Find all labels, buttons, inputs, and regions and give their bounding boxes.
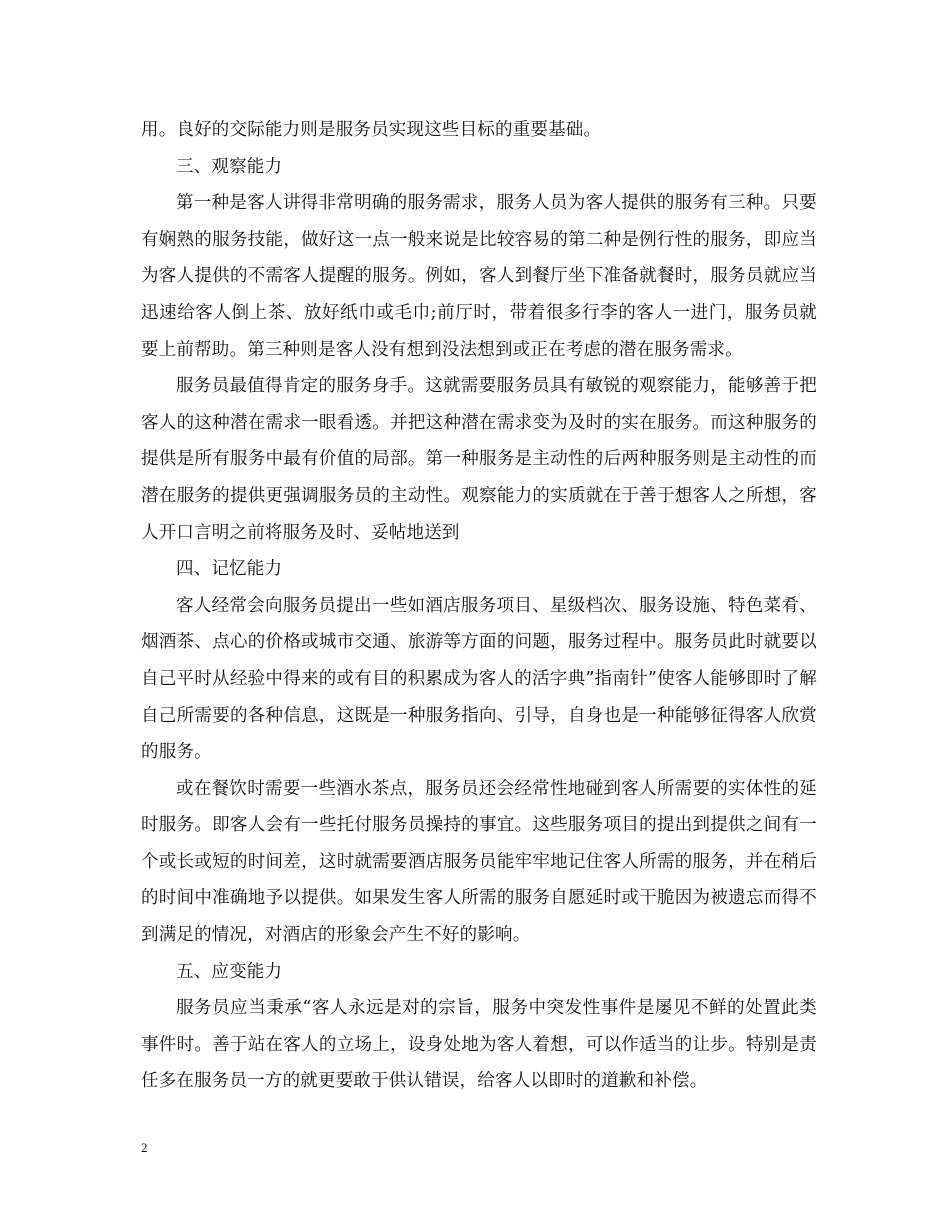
paragraph: 或在餐饮时需要一些酒水茶点，服务员还会经常性地碰到客人所需要的实体性的延时服务。即客人会有一些托付服务员操持的事宜。这些服务项目的提出到提供之间有一个或长或短的时间差，这时就需要酒店服务员能牢牢地记住客人所需的服务，并在稍后的时间中准确地予以提供。如果发生客人所需的服务自愿延时或干脆因为被遗忘而得不到满足的情况，对酒店的形象会产生不好的影响。 <box>141 778 817 946</box>
paragraph-continuation: 用。良好的交际能力则是服务员实现这些目标的重要基础。 <box>141 120 602 140</box>
paragraph: 服务员最值得肯定的服务身手。这就需要服务员具有敏锐的观察能力，能够善于把客人的这种潜在需求一眼看透。并把这种潜在需求变为及时的实在服务。而这种服务的提供是所有服务中最有价值的局部。第一种服务是主动性的后两种服务则是主动性的而潜在服务的提供更强调服务员的主动性。观察能力的实质就在于善于想客人之所想，客人开口言明之前将服务及时、妥帖地送到 <box>141 376 817 543</box>
section-heading-observation: 三、观察能力 <box>176 156 283 177</box>
paragraph: 第一种是客人讲得非常明确的服务需求，服务人员为客人提供的服务有三种。只要有娴熟的服务技能，做好这一点一般来说是比较容易的第二种是例行性的服务，即应当为客人提供的不需客人提醒的服务。例如，客人到餐厅坐下准备就餐时，服务员就应当迅速给客人倒上茶、放好纸巾或毛巾;前厅时，带着很多行李的客人一进门，服务员就要上前帮助。第三种则是客人没有想到没法想到或正在考虑的潜在服务需求。 <box>141 193 817 360</box>
document-body <box>141 112 817 1100</box>
paragraph: 服务员应当秉承“客人永远是对的宗旨，服务中突发性事件是屡见不鲜的处置此类事件时。善于站在客人的立场上，设身处地为客人着想，可以作适当的让步。特别是责任多在服务员一方的就更要敢于供认错误，给客人以即时的道歉和补偿。 <box>141 998 817 1092</box>
section-heading-adaptability: 五、应变能力 <box>176 961 283 982</box>
page-number: 2 <box>141 1140 148 1155</box>
paragraph: 客人经常会向服务员提出一些如酒店服务项目、星级档次、服务设施、特色菜肴、烟酒茶、点心的价格或城市交通、旅游等方面的问题，服务过程中。服务员此时就要以自己平时从经验中得来的或有目的积累成为客人的活字典”指南针”使客人能够即时了解自己所需要的各种信息，这既是一种服务指向、引导，自身也是一种能够征得客人欣赏的服务。 <box>141 595 817 763</box>
section-heading-memory: 四、记忆能力 <box>176 559 283 580</box>
